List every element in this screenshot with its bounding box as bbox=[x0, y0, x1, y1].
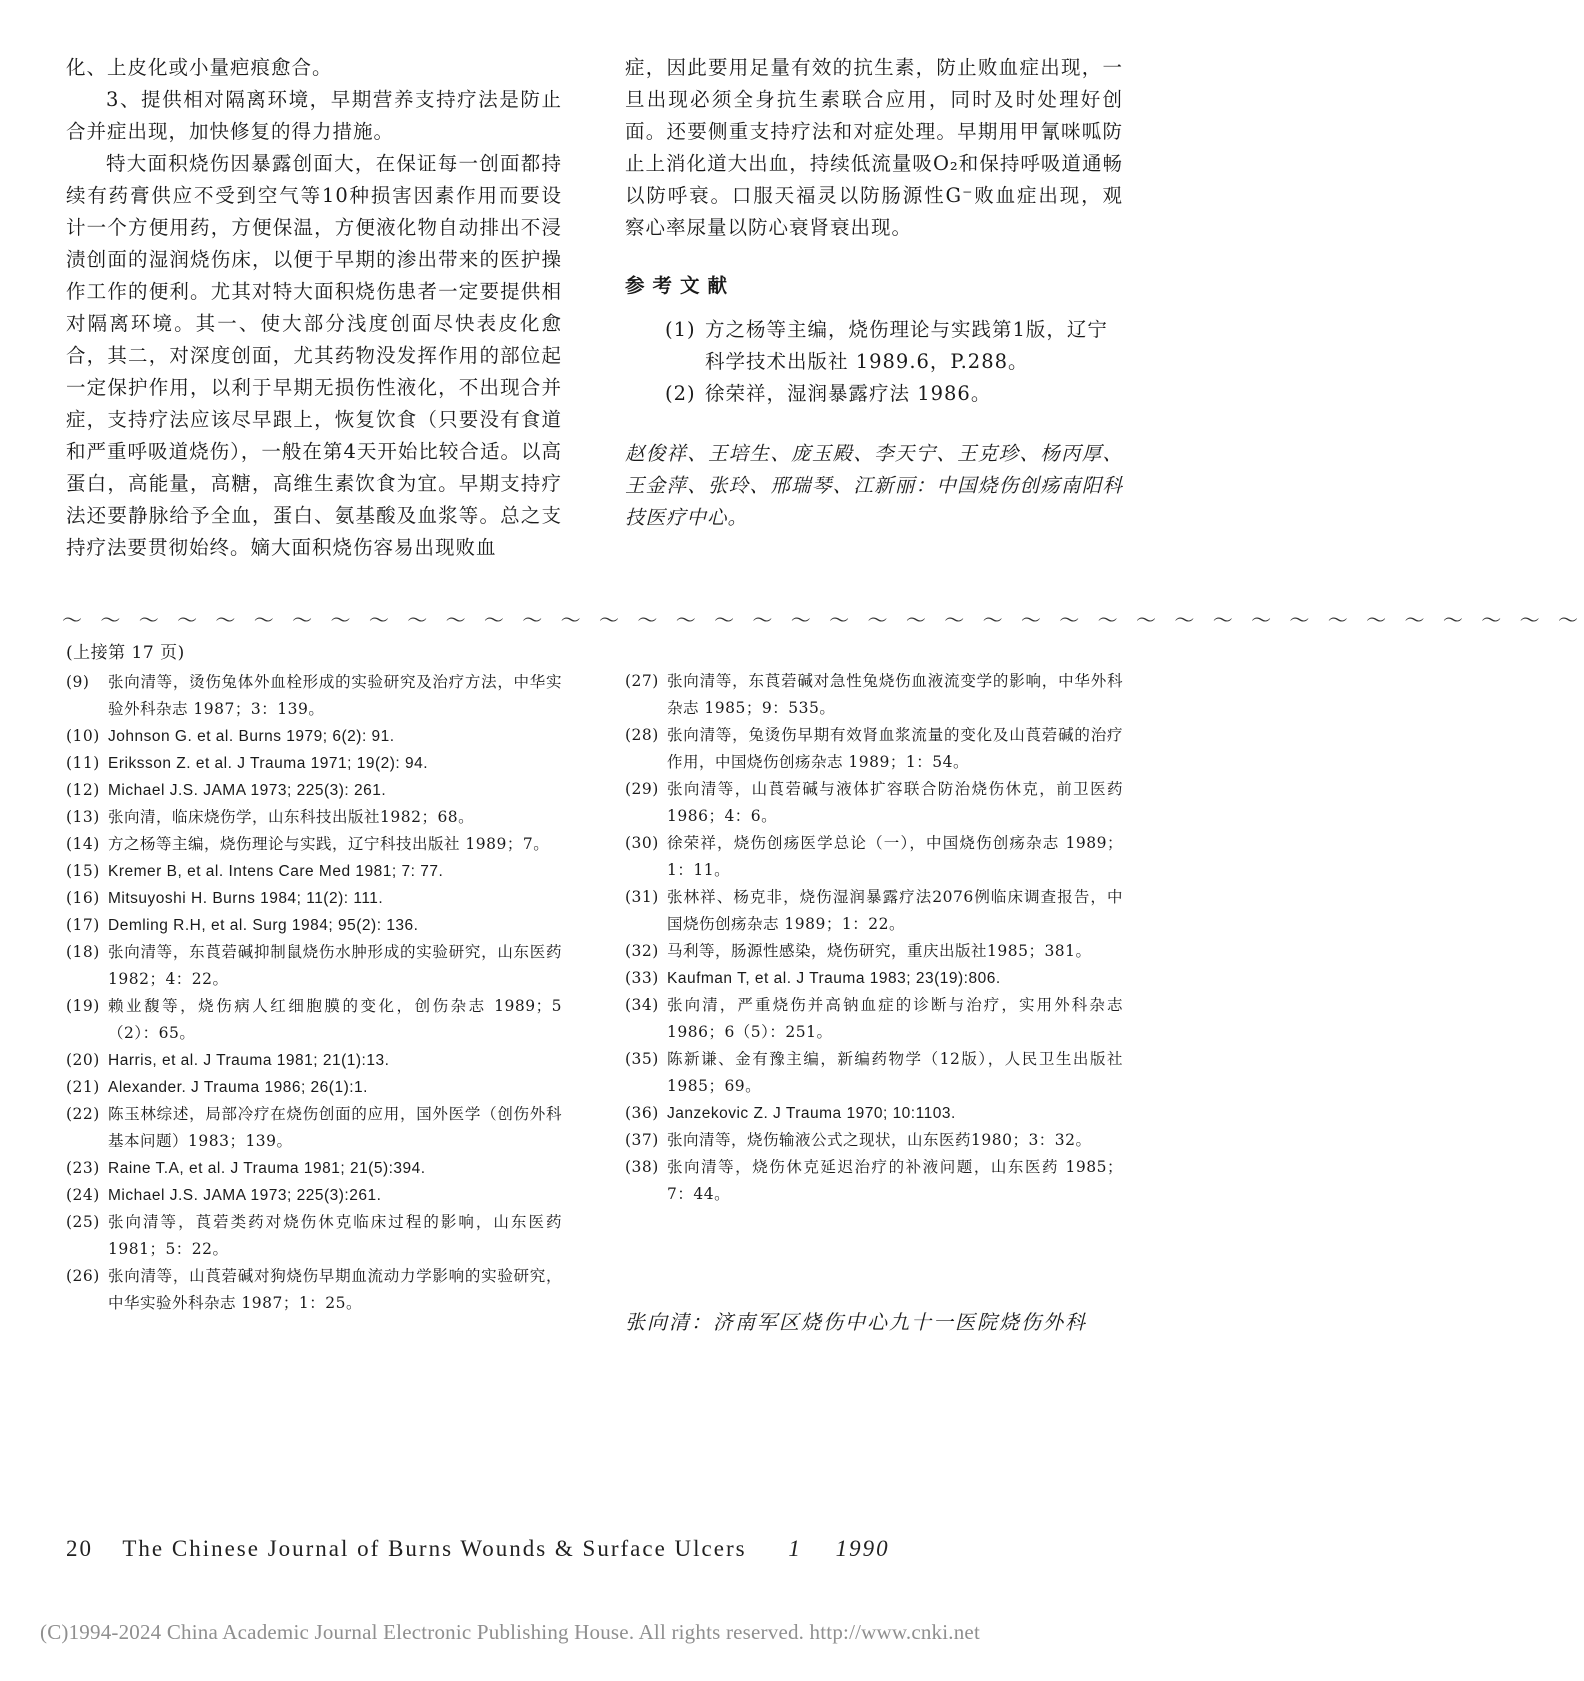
reference-number: (14) bbox=[66, 835, 100, 853]
reference-text: Kremer B, et al. Intens Care Med 1981; 7: 77. bbox=[108, 863, 444, 880]
paragraph-3: 特大面积烧伤因暴露创面大，在保证每一创面都持续有药膏供应不受到空气等10种损害因素作用而要设计一个方便用药，方便保温，方便液化物自动排出不浸渍创面的湿润烧伤床，以便于早期的渗出带来的医护操作工作的便利。尤其对特大面积烧伤患者一定要提供相对隔离环境。其一、使大部分浅度创面尽快表皮化愈合，其二，对深度创面，尤其药物没发挥作用的部位起一定保护作用，以利于早期无损伤性液化，不出现合并症，支持疗法应该尽早跟上，恢复饮食（只要没有食道和严重呼吸道烧伤），一般在第4天开始比较合适。以高蛋白，高能量，高糖，高维生素饮食为宜。早期支持疗法还要静脉给予全血，蛋白、氨基酸及血浆等。总之支持疗法要贯彻始终。嫡大面积烧伤容易出现败血 bbox=[66, 152, 562, 559]
reference-item bbox=[625, 992, 1123, 1046]
ref-text: 方之杨等主编，烧伤理论与实践第1版，辽宁科学技术出版社 1989.6，P.288。 bbox=[705, 318, 1108, 373]
reference-item bbox=[66, 1182, 562, 1209]
reference-item bbox=[66, 885, 562, 912]
reference-item bbox=[625, 1127, 1123, 1154]
reference-list-right bbox=[625, 668, 1123, 1208]
reference-text: 张向清等，东莨菪碱对急性兔烧伤血液流变学的影响，中华外科杂志 1985；9：535。 bbox=[667, 672, 1123, 717]
reference-text: Michael J.S. JAMA 1973; 225(3):261. bbox=[108, 1187, 382, 1204]
reference-text: Demling R.H, et al. Surg 1984; 95(2): 136. bbox=[108, 917, 419, 934]
reference-text: 马利等，肠源性感染，烧伤研究，重庆出版社1985；381。 bbox=[667, 942, 1092, 960]
right-text-column bbox=[625, 52, 1123, 534]
ref-number: (2) bbox=[665, 382, 696, 405]
references-heading: 参考文献 bbox=[625, 274, 736, 297]
page-footer bbox=[66, 1536, 890, 1562]
reference-text: Eriksson Z. et al. J Trauma 1971; 19(2): 94. bbox=[108, 755, 429, 772]
reference-number: (29) bbox=[625, 780, 659, 798]
paragraph-1: 化、上皮化或小量疤痕愈合。 bbox=[66, 56, 333, 79]
reference-item bbox=[66, 1263, 562, 1317]
reference-item bbox=[66, 804, 562, 831]
reference-number: (19) bbox=[66, 997, 100, 1015]
reference-item bbox=[625, 830, 1123, 884]
reference-number: (30) bbox=[625, 834, 659, 852]
reference-item bbox=[66, 723, 562, 750]
reference-number: (34) bbox=[625, 996, 659, 1014]
reference-text: Kaufman T, et al. J Trauma 1983; 23(19):806. bbox=[667, 970, 1001, 987]
reference-text: 张向清等，山莨菪碱对狗烧伤早期血流动力学影响的实验研究，中华实验外科杂志 1987；1：25。 bbox=[108, 1267, 562, 1312]
copyright-notice: (C)1994-2024 China Academic Journal Electronic Publishing House. All rights reserved. http://www.cnki.net bbox=[40, 1620, 980, 1644]
reference-text: 陈玉林综述，局部冷疗在烧伤创面的应用，国外医学（创伤外科基本问题）1983；139。 bbox=[108, 1105, 562, 1150]
publication-year: 1990 bbox=[835, 1536, 890, 1561]
reference-number: (31) bbox=[625, 888, 659, 906]
reference-item bbox=[66, 993, 562, 1047]
paragraph-2: 3、提供相对隔离环境，早期营养支持疗法是防止合并症出现，加快修复的得力措施。 bbox=[66, 88, 562, 143]
reference-item bbox=[66, 1074, 562, 1101]
reference-item bbox=[625, 1046, 1123, 1100]
reference-number: (23) bbox=[66, 1159, 100, 1177]
reference-text: Johnson G. et al. Burns 1979; 6(2): 91. bbox=[108, 728, 395, 745]
reference-text: 张林祥、杨克非，烧伤湿润暴露疗法2076例临床调查报告，中国烧伤创疡杂志 1989；1：22。 bbox=[667, 888, 1123, 933]
reference-text: Raine T.A, et al. J Trauma 1981; 21(5):394. bbox=[108, 1160, 426, 1177]
issue-number: 1 bbox=[788, 1536, 802, 1561]
reference-text: 张向清等，烫伤兔体外血栓形成的实验研究及治疗方法，中华实验外科杂志 1987；3：139。 bbox=[108, 673, 562, 718]
left-text-column bbox=[66, 52, 562, 564]
reference-text: 张向清等，东莨菪碱抑制鼠烧伤水肿形成的实验研究，山东医药 1982；4：22。 bbox=[108, 943, 562, 988]
reference-item bbox=[66, 1209, 562, 1263]
reference-number: (38) bbox=[625, 1158, 659, 1176]
reference-item bbox=[66, 831, 562, 858]
reference-text: Harris, et al. J Trauma 1981; 21(1):13. bbox=[108, 1052, 390, 1069]
reference-text: 徐荣祥，烧伤创疡医学总论（一），中国烧伤创疡杂志 1989；1：11。 bbox=[667, 834, 1123, 879]
reference-number: (26) bbox=[66, 1267, 100, 1285]
reference-text: 张向清，临床烧伤学，山东科技出版社1982；68。 bbox=[108, 808, 475, 826]
reference-text: 方之杨等主编，烧伤理论与实践，辽宁科技出版社 1989；7。 bbox=[108, 835, 550, 853]
reference-item bbox=[625, 1100, 1123, 1127]
reference-item bbox=[66, 858, 562, 885]
ref-text: 徐荣祥，湿润暴露疗法 1986。 bbox=[705, 382, 992, 405]
reference-number: (32) bbox=[625, 942, 659, 960]
reference-item bbox=[66, 1155, 562, 1182]
reference-item bbox=[625, 884, 1123, 938]
reference-text: Michael J.S. JAMA 1973; 225(3): 261. bbox=[108, 782, 387, 799]
reference-number: (28) bbox=[625, 726, 659, 744]
reference-text: 张向清等，烧伤休克延迟治疗的补液问题，山东医药 1985；7：44。 bbox=[667, 1158, 1123, 1203]
reference-item bbox=[66, 912, 562, 939]
authors-line: 赵俊祥、王培生、庞玉殿、李天宁、王克珍、杨丙厚、王金萍、张玲、邢瑞琴、江新丽：中国烧伤创疡南阳科技医疗中心。 bbox=[625, 442, 1123, 529]
reference-number: (11) bbox=[66, 754, 100, 772]
reference-item bbox=[625, 938, 1123, 965]
reference-number: (35) bbox=[625, 1050, 659, 1068]
reference-text: 赖业馥等，烧伤病人红细胞膜的变化，创伤杂志 1989；5（2）：65。 bbox=[108, 997, 562, 1042]
reference-number: (20) bbox=[66, 1051, 100, 1069]
reference-number: (22) bbox=[66, 1105, 100, 1123]
continued-note: (上接第 17 页) bbox=[66, 643, 185, 663]
reference-item bbox=[66, 1101, 562, 1155]
reference-text: 张向清，严重烧伤并高钠血症的诊断与治疗，实用外科杂志 1986；6（5）：251。 bbox=[667, 996, 1123, 1041]
reference-text: Alexander. J Trauma 1986; 26(1):1. bbox=[108, 1079, 368, 1096]
reference-item bbox=[625, 668, 1123, 722]
reference-number: (15) bbox=[66, 862, 100, 880]
reference-item bbox=[66, 939, 562, 993]
reference-item bbox=[66, 669, 562, 723]
body-reference-2 bbox=[625, 378, 1123, 410]
journal-name: The Chinese Journal of Burns Wounds & Surface Ulcers bbox=[122, 1536, 747, 1561]
reference-number: (27) bbox=[625, 672, 659, 690]
reference-number: (10) bbox=[66, 727, 100, 745]
reference-text: Janzekovic Z. J Trauma 1970; 10:1103. bbox=[667, 1105, 956, 1122]
reference-item bbox=[625, 1154, 1123, 1208]
reference-number: (13) bbox=[66, 808, 100, 826]
reference-number: (17) bbox=[66, 916, 100, 934]
reference-text: 陈新谦、金有豫主编，新编药物学（12版），人民卫生出版社 1985；69。 bbox=[667, 1050, 1123, 1095]
reference-item bbox=[66, 777, 562, 804]
reference-number: (36) bbox=[625, 1104, 659, 1122]
reference-text: Mitsuyoshi H. Burns 1984; 11(2): 111. bbox=[108, 890, 384, 907]
reference-text: 张向清等，兔烫伤早期有效肾血浆流量的变化及山莨菪碱的治疗作用，中国烧伤创疡杂志 1989；1：54。 bbox=[667, 726, 1123, 771]
reference-number: (33) bbox=[625, 969, 659, 987]
reference-number: (24) bbox=[66, 1186, 100, 1204]
page-number: 20 bbox=[66, 1536, 93, 1561]
author-affiliation: 张向清：济南军区烧伤中心九十一医院烧伤外科 bbox=[625, 1310, 1087, 1334]
reference-list-left bbox=[66, 640, 562, 1317]
ref-number: (1) bbox=[665, 318, 696, 341]
reference-number: (21) bbox=[66, 1078, 100, 1096]
body-reference-1 bbox=[625, 314, 1123, 378]
reference-text: 张向清等，山莨菪碱与液体扩容联合防治烧伤休克，前卫医药 1986；4：6。 bbox=[667, 780, 1123, 825]
reference-item bbox=[66, 750, 562, 777]
reference-item bbox=[625, 965, 1123, 992]
reference-number: (9) bbox=[66, 673, 90, 691]
reference-number: (18) bbox=[66, 943, 100, 961]
reference-item bbox=[66, 1047, 562, 1074]
reference-number: (37) bbox=[625, 1131, 659, 1149]
reference-number: (16) bbox=[66, 889, 100, 907]
reference-number: (12) bbox=[66, 781, 100, 799]
reference-number: (25) bbox=[66, 1213, 100, 1231]
paragraph-4: 症，因此要用足量有效的抗生素，防止败血症出现，一旦出现必须全身抗生素联合应用，同时及时处理好创面。还要侧重支持疗法和对症处理。早期用甲氰咪呱防止上消化道大出血，持续低流量吸O₂和保持呼吸道通畅以防呼衰。口服天福灵以防肠源性G⁻败血症出现，观察心率尿量以防心衰肾衰出现。 bbox=[625, 56, 1123, 239]
reference-item bbox=[625, 776, 1123, 830]
section-divider: ～ ～ ～ ～ ～ ～ ～ ～ ～ ～ ～ ～ ～ ～ ～ ～ ～ ～ ～ ～ ～ ～ ～ ～ ～ ～ ～ ～ ～ ～ ～ ～ ～ ～ ～ ～ ～ ～ ～ ～ bbox=[62, 608, 1584, 632]
reference-item bbox=[625, 722, 1123, 776]
reference-text: 张向清等，莨菪类药对烧伤休克临床过程的影响，山东医药 1981；5：22。 bbox=[108, 1213, 562, 1258]
reference-text: 张向清等，烧伤输液公式之现状，山东医药1980；3：32。 bbox=[667, 1131, 1092, 1149]
